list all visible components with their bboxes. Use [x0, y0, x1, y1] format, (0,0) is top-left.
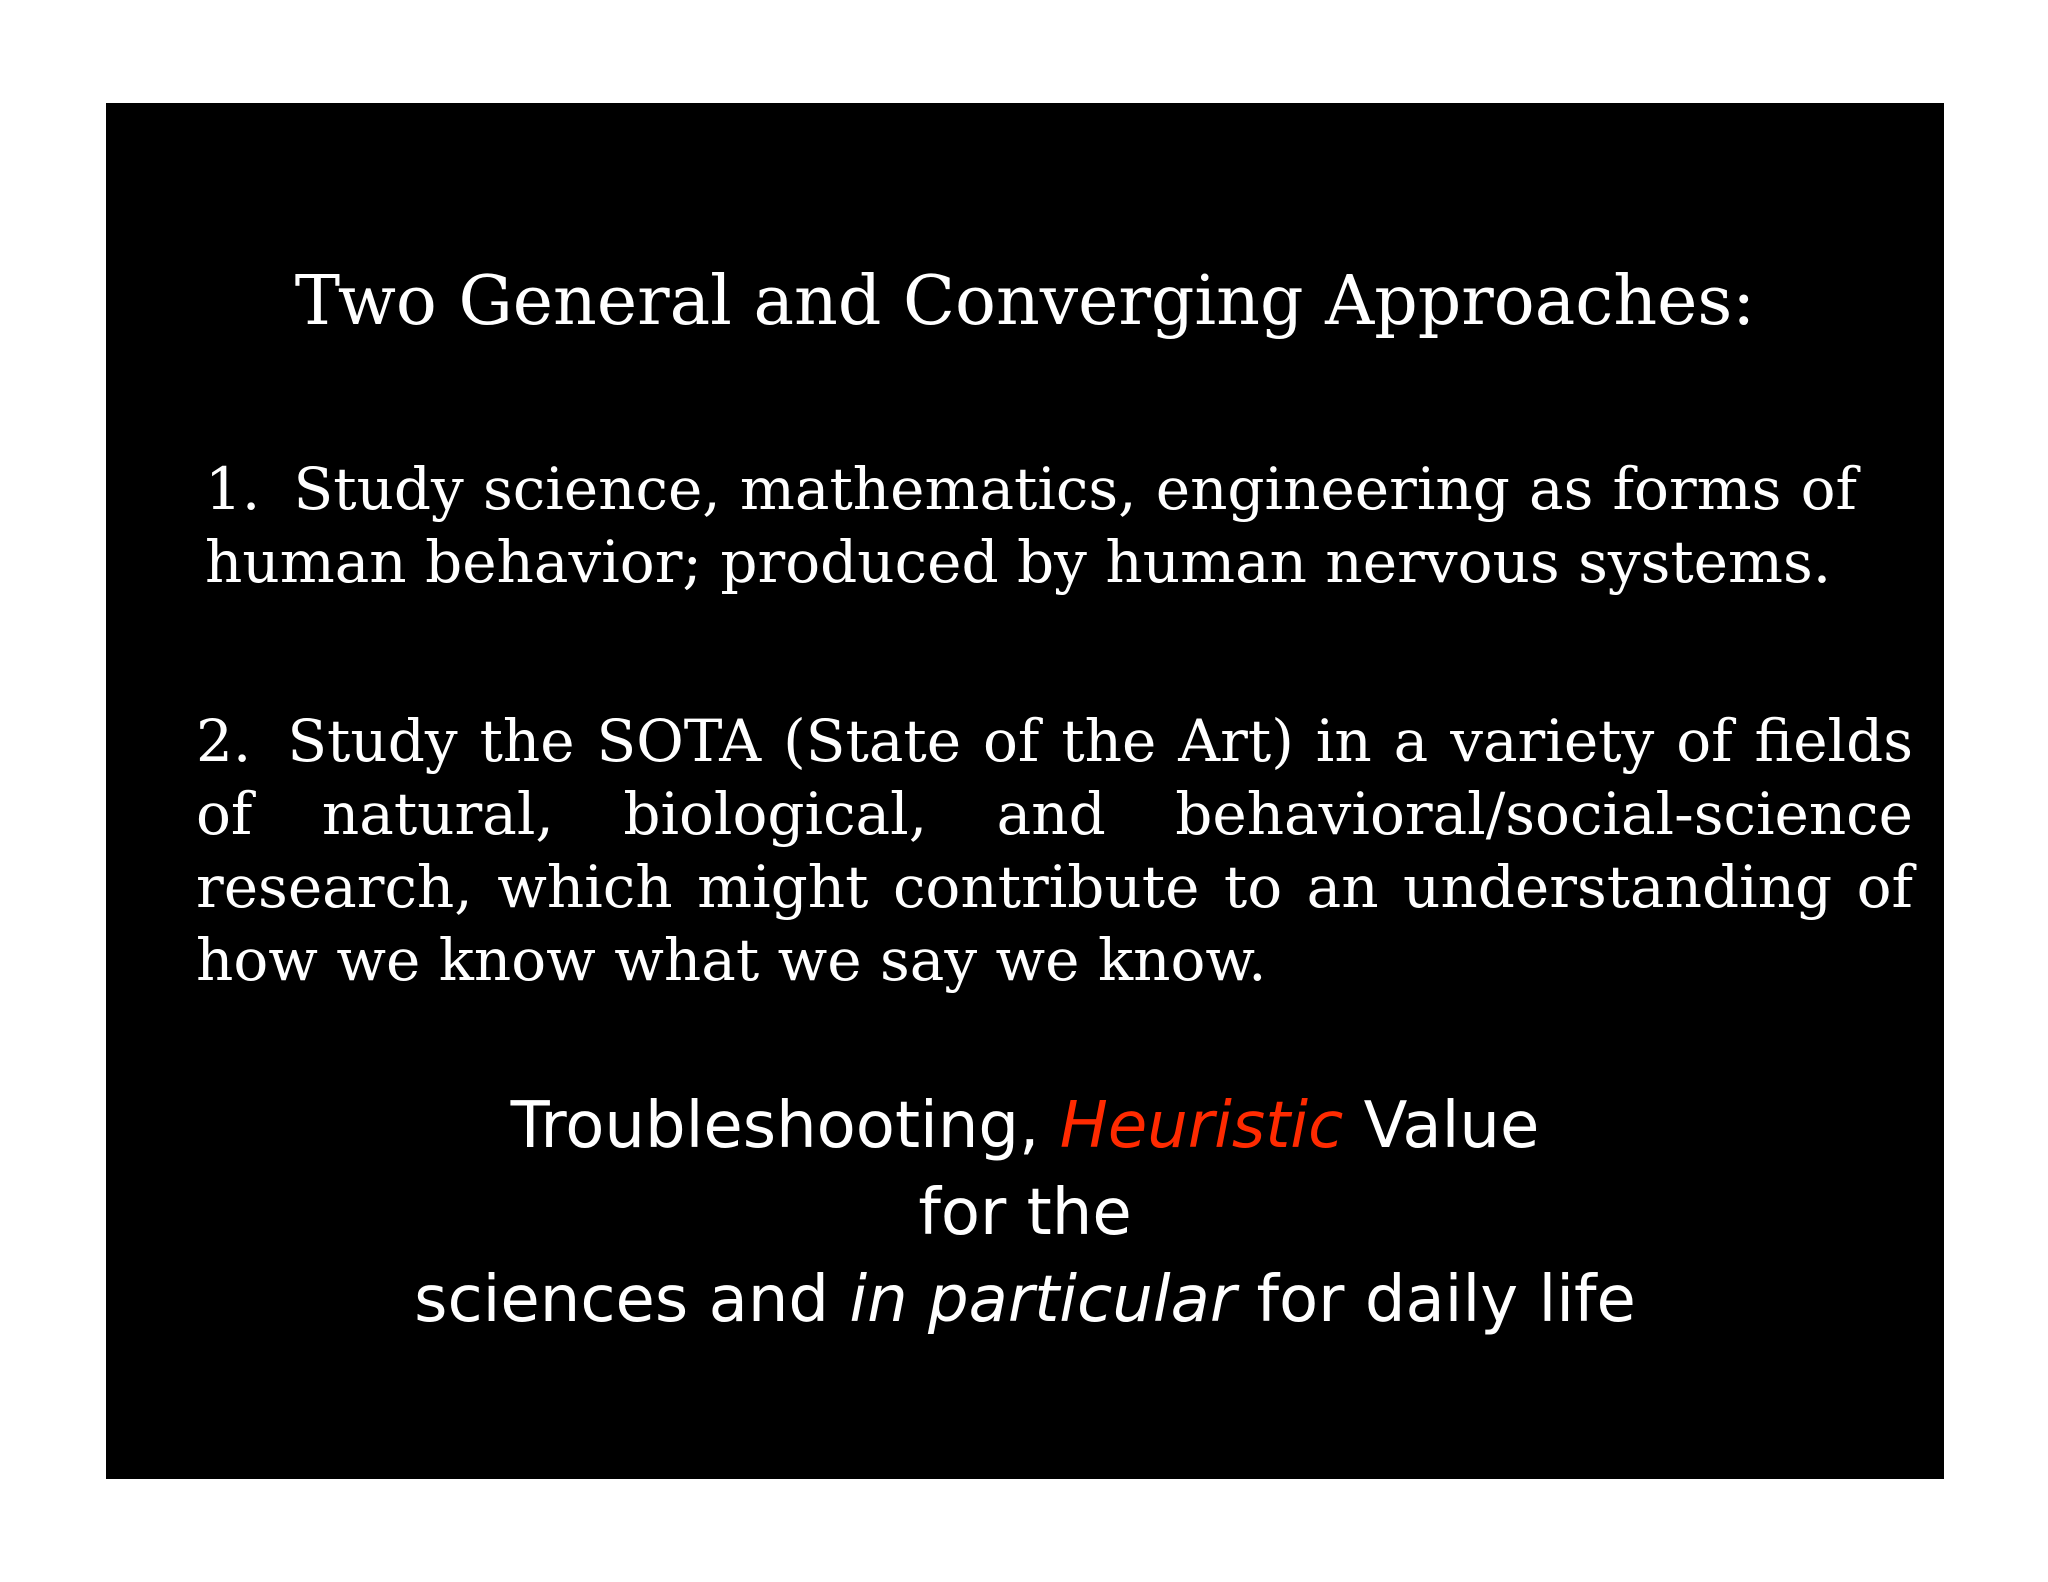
summary-daily-life: for daily life: [1256, 1263, 1636, 1337]
summary-in-particular: in particular: [849, 1263, 1237, 1337]
summary-sciences: sciences and: [414, 1263, 829, 1337]
summary-line-2: for the: [918, 1176, 1132, 1250]
approach-item-2: [196, 705, 1913, 997]
summary-troubleshooting: Troubleshooting,: [510, 1089, 1040, 1163]
summary-line-1: [106, 1083, 1944, 1170]
summary-line-3: [106, 1257, 1944, 1344]
summary-heuristic-highlight: Heuristic: [1059, 1089, 1344, 1163]
approach-item-1: [205, 453, 1857, 599]
summary-value: Value: [1363, 1089, 1540, 1163]
item-1-number: 1.: [205, 455, 261, 523]
slide: [106, 103, 1944, 1479]
summary-block: [106, 1083, 1944, 1344]
item-2-number: 2.: [196, 707, 252, 775]
item-1-text: Study science, mathematics, engineering as forms of human behavior; produced by human nervous systems.: [205, 455, 1857, 596]
item-2-text: Study the SOTA (State of the Art) in a variety of fields of natural, biological, and behavioral/social-science research, which might contribute to an understanding of how we know what we say we know.: [196, 707, 1913, 994]
slide-title: Two General and Converging Approaches:: [294, 262, 1756, 341]
